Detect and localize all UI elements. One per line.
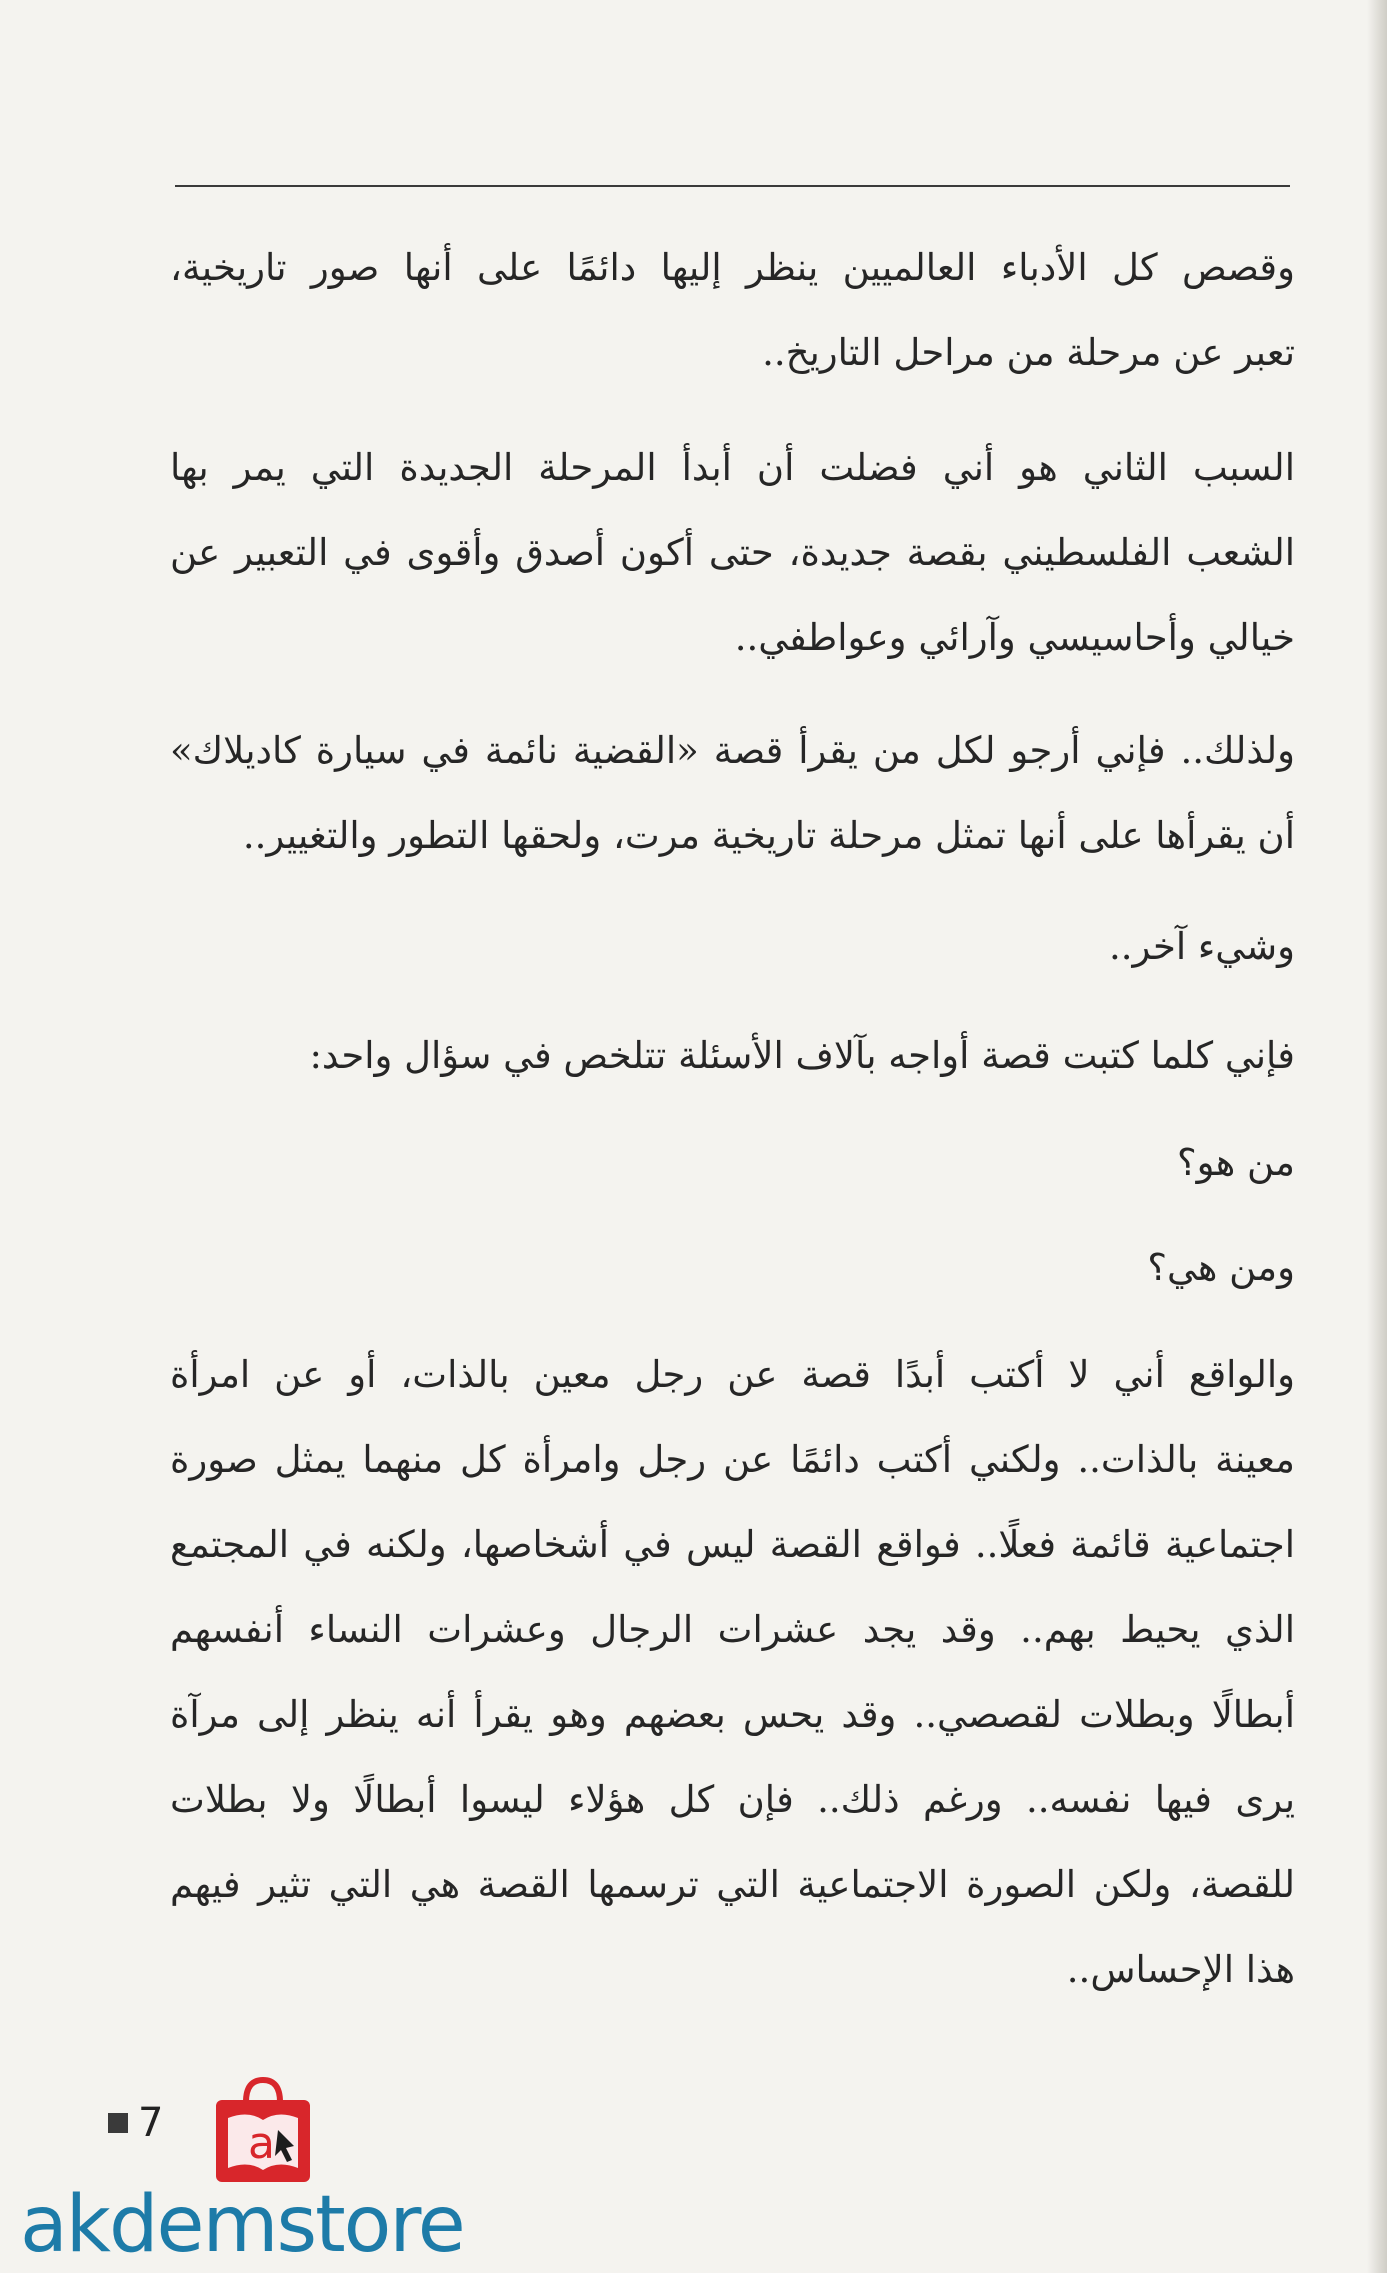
text-line: ومن هي؟ xyxy=(1147,1246,1295,1289)
paragraph xyxy=(170,1013,1295,1098)
paragraph xyxy=(170,1225,1295,1310)
text-line: الذي يحيط بهم.. وقد يجد عشرات الرجال وعشرات النساء أنفسهم xyxy=(170,1608,1295,1651)
text-line: الشعب الفلسطيني بقصة جديدة، حتى أكون أصدق وأقوى في التعبير عن xyxy=(170,531,1295,574)
text-line: من هو؟ xyxy=(1176,1141,1295,1184)
paragraph xyxy=(170,1120,1295,1205)
paragraph xyxy=(170,904,1295,989)
store-logo-icon xyxy=(208,2070,318,2185)
text-line: للقصة، ولكن الصورة الاجتماعية التي ترسمها القصة هي التي تثير فيهم xyxy=(170,1863,1295,1906)
text-line: فإني كلما كتبت قصة أواجه بآلاف الأسئلة تتلخص في سؤال واحد: xyxy=(309,1034,1295,1077)
text-line: معينة بالذات.. ولكني أكتب دائمًا عن رجل وامرأة كل منهما يمثل صورة xyxy=(170,1438,1295,1481)
header-rule xyxy=(175,185,1290,187)
text-line: السبب الثاني هو أني فضلت أن أبدأ المرحلة الجديدة التي يمر بها xyxy=(170,446,1295,489)
paragraph xyxy=(170,425,1295,680)
page-edge xyxy=(1367,0,1387,2273)
text-line: تعبر عن مرحلة من مراحل التاريخ.. xyxy=(762,331,1295,374)
text-line: اجتماعية قائمة فعلًا.. فواقع القصة ليس في أشخاصها، ولكنه في المجتمع xyxy=(170,1523,1295,1566)
body-text xyxy=(170,225,1295,2012)
paragraph xyxy=(170,708,1295,878)
paragraph xyxy=(170,225,1295,395)
text-line: وقصص كل الأدباء العالميين ينظر إليها دائمًا على أنها صور تاريخية، xyxy=(170,246,1295,289)
paragraph xyxy=(170,1332,1295,2012)
text-line: خيالي وأحاسيسي وآرائي وعواطفي.. xyxy=(734,616,1295,659)
square-bullet-icon xyxy=(108,2113,128,2133)
watermark: akdemstore xyxy=(20,2180,464,2270)
text-line: هذا الإحساس.. xyxy=(1066,1948,1295,1991)
text-line: وشيء آخر.. xyxy=(1109,925,1295,968)
text-line: والواقع أني لا أكتب أبدًا قصة عن رجل معين بالذات، أو عن امرأة xyxy=(170,1353,1295,1396)
page-number: 7 xyxy=(138,2100,164,2146)
text-line: يرى فيها نفسه.. ورغم ذلك.. فإن كل هؤلاء ليسوا أبطالًا ولا بطلات xyxy=(170,1778,1295,1821)
text-line: أن يقرأها على أنها تمثل مرحلة تاريخية مرت، ولحقها التطور والتغيير.. xyxy=(242,814,1295,857)
text-line: أبطالًا وبطلات لقصصي.. وقد يحس بعضهم وهو يقرأ أنه ينظر إلى مرآة xyxy=(170,1693,1295,1736)
logo-letter: a xyxy=(248,2118,275,2169)
text-line: ولذلك.. فإني أرجو لكل من يقرأ قصة «القضية نائمة في سيارة كاديلاك» xyxy=(170,729,1295,772)
page-footer xyxy=(108,2100,163,2146)
